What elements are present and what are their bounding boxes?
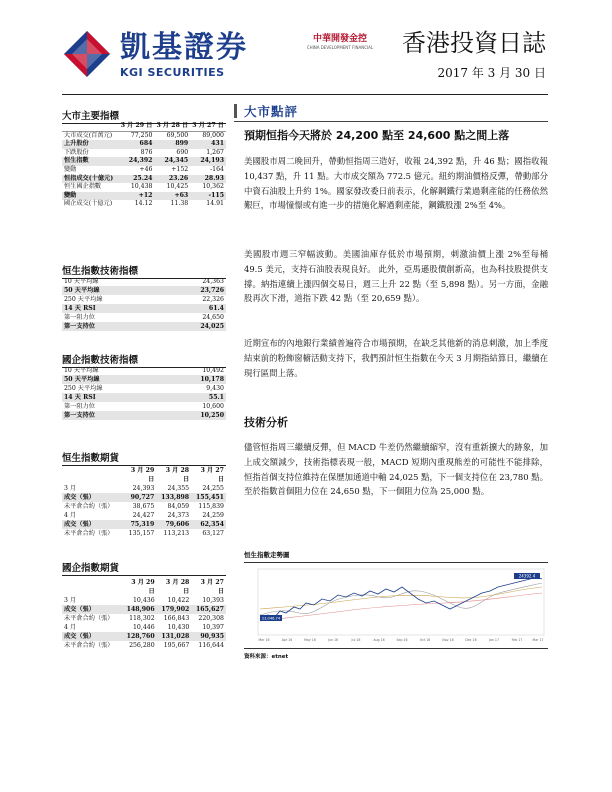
cdib-name-en: CHINA DEVELOPMENT FINANCIAL xyxy=(306,45,374,50)
cell: 22,326 xyxy=(202,296,224,303)
kgi-logo-icon xyxy=(62,29,112,79)
row-label: 10 天平均線 xyxy=(64,278,99,285)
cell: 10,178 xyxy=(161,375,226,384)
brand-name-cn: 凱基證券 xyxy=(120,30,248,65)
x-tick-label: Nov 16 xyxy=(442,638,454,642)
cell: 63,127 xyxy=(202,530,224,537)
cell: 24,259 xyxy=(202,512,224,519)
cell: 10,422 xyxy=(167,597,190,604)
x-tick-label: May 16 xyxy=(304,638,316,642)
cell: 10,430 xyxy=(167,624,190,631)
table-header-row xyxy=(62,122,226,131)
column-header: 3 月 29 日 xyxy=(131,579,155,595)
cell: 1,267 xyxy=(206,148,224,156)
cell: +12 xyxy=(119,192,155,201)
cell: 24,025 xyxy=(161,322,226,331)
table-row xyxy=(62,520,226,529)
cell: 195,667 xyxy=(163,642,190,649)
row-label: 未平倉合約（張） xyxy=(64,642,114,649)
chart-source: 資料來源：etnet xyxy=(244,654,289,660)
cell: 166,843 xyxy=(163,615,190,622)
x-tick-label: Feb 17 xyxy=(511,638,523,642)
row-label: 14 天 RSI xyxy=(62,304,161,313)
row-label: 變動 xyxy=(62,192,119,201)
column-header: 3 月 28 日 xyxy=(165,579,190,595)
section-divider xyxy=(234,121,548,122)
cell: 10,600 xyxy=(202,403,224,410)
row-label: 4 月 xyxy=(64,624,77,631)
cell: 135,157 xyxy=(128,530,155,537)
row-label: 50 天平均線 xyxy=(62,375,161,384)
row-label: 10 天平均線 xyxy=(64,367,99,374)
row-label: 第一支持位 xyxy=(62,322,161,331)
cell: 25.24 xyxy=(119,175,155,184)
cell: 23.26 xyxy=(154,175,190,184)
cell: 24,427 xyxy=(132,512,155,519)
cell: 133,898 xyxy=(156,493,191,502)
hscei-futures-title: 國企指數期貨 xyxy=(62,560,226,576)
brand-name-en: KGI SECURITIES xyxy=(120,66,225,79)
cell: 115,839 xyxy=(198,503,224,510)
hsi-futures-table xyxy=(62,466,226,538)
row-label: 大市成交(百萬元) xyxy=(62,131,119,140)
row-label: 3 月 xyxy=(64,485,77,492)
review-paragraph: 美國股市周二晚回升，帶動恒指周三造好，收報 24,392 點，升 46 點；國指收報 10,437 點，升 11 點。大市成交額為 772.5 億元。紐約期油價格反彈，帶動部分中資石油股上升約 1%。國家發改委日前表示，化解鋼鐵行業過剩產能的任務依然艱巨，市場憧憬或有進一步的措施化解過剩產能，鋼鐵股漲 2%至 4%。 xyxy=(244,156,548,211)
cell: 10,393 xyxy=(202,597,224,604)
cell: 165,627 xyxy=(191,605,226,614)
cell: 131,028 xyxy=(157,632,192,641)
cell: 14.91 xyxy=(206,200,224,208)
cell: 148,906 xyxy=(122,605,157,614)
cell: +152 xyxy=(171,165,189,173)
header-divider xyxy=(62,94,548,95)
x-tick-label: Mar 17 xyxy=(532,638,544,642)
table-row xyxy=(62,384,226,393)
cell: 24,355 xyxy=(167,485,190,492)
cell: 10,362 xyxy=(202,183,224,191)
cell: 10,397 xyxy=(202,624,224,631)
cell: 62,354 xyxy=(191,520,226,529)
chart-mid-label: 23,046.74 xyxy=(261,616,281,621)
chart-divider xyxy=(244,648,548,649)
market-table-title: 大市主要指標 xyxy=(62,108,226,124)
table-row xyxy=(62,605,226,614)
table-row xyxy=(62,402,226,411)
cell: 690 xyxy=(176,148,189,156)
table-row xyxy=(62,484,226,493)
row-label: 恒指成交(十億元) xyxy=(62,175,119,184)
hscei-futures-table xyxy=(62,578,226,650)
column-header: 3 月 27 日 xyxy=(192,122,224,129)
cell: 116,644 xyxy=(198,642,224,649)
table-row xyxy=(62,175,226,184)
cell: 14.12 xyxy=(134,200,153,208)
table-row xyxy=(62,166,226,175)
cell: 10,446 xyxy=(133,624,155,631)
headline: 預期恒指今天將於 24,200 點至 24,600 點之間上落 xyxy=(244,129,510,142)
cell: -115 xyxy=(190,192,226,201)
section-marker xyxy=(234,104,237,118)
report-date: 2017 年 3 月 30 日 xyxy=(437,66,546,80)
cell: 220,308 xyxy=(198,615,224,622)
table-row xyxy=(62,277,226,286)
x-tick-label: Apr 16 xyxy=(281,638,293,642)
cell: 77,250 xyxy=(119,131,155,140)
cell: 89,000 xyxy=(190,131,226,140)
cdib-logo xyxy=(304,34,376,51)
table-row xyxy=(62,295,226,304)
cell: 10,438 xyxy=(130,183,153,191)
table-row xyxy=(62,313,226,322)
cell: 38,675 xyxy=(132,503,155,510)
market-table xyxy=(62,122,226,209)
cell: 24,345 xyxy=(154,157,190,166)
table-row xyxy=(62,286,226,295)
column-header: 3 月 27 日 xyxy=(200,579,224,595)
row-label: 第一阻力位 xyxy=(64,314,95,321)
hsi-tech-table xyxy=(62,277,226,331)
cell: 876 xyxy=(140,148,153,156)
cell: 24,193 xyxy=(190,157,226,166)
cell: +46 xyxy=(139,165,153,173)
row-label: 4 月 xyxy=(64,512,77,519)
cell: 899 xyxy=(154,140,190,149)
table-row xyxy=(62,623,226,632)
chart-last-label: 24392.4 xyxy=(518,573,536,579)
row-label: 恒生指數 xyxy=(62,157,119,166)
cell: -164 xyxy=(210,165,224,173)
hsi-tech-title: 恒生指數技術指標 xyxy=(62,263,226,279)
table-row xyxy=(62,322,226,331)
x-tick-label: Jul 16 xyxy=(351,638,361,642)
section-title: 大市點評 xyxy=(244,104,299,119)
x-tick-label: Aug 16 xyxy=(373,638,385,642)
row-label: 第一阻力位 xyxy=(64,403,95,410)
column-header: 3 月 28 日 xyxy=(156,122,189,129)
report-title: 香港投資日誌 xyxy=(402,29,546,57)
row-label: 250 天平均線 xyxy=(64,296,103,303)
table-row xyxy=(62,596,226,605)
cell: 24,392 xyxy=(119,157,155,166)
row-label: 3 月 xyxy=(64,597,77,604)
chart-title: 恒生指數走勢圖 xyxy=(244,551,290,559)
column-header: 3 月 28 日 xyxy=(165,467,190,483)
x-tick-label: Dec 16 xyxy=(465,638,477,642)
cell: 69,500 xyxy=(154,131,190,140)
table-row xyxy=(62,304,226,313)
row-label: 成交（張） xyxy=(62,632,122,641)
table-row xyxy=(62,157,226,166)
row-label: 成交（張） xyxy=(62,493,122,502)
technical-paragraph: 儘管恒指周三繼續反彈，但 MACD 牛差仍然繼續縮窄，沒有重新擴大的跡象，加上成交額減少，技術指標表現一般，MACD 短期內重現熊差的可能性不能排除，恒指首個支持位維持在保歷加通道中軸 24,025 點，下一個支持位在 23,780 點。至於指數首個阻力位在 24,650 點，下一個阻力位為 25,000 點。 xyxy=(244,442,548,497)
table-row xyxy=(62,529,226,538)
cell: 23,726 xyxy=(161,286,226,295)
row-label: 成交（張） xyxy=(62,605,122,614)
hscei-tech-table xyxy=(62,366,226,420)
table-row xyxy=(62,140,226,149)
cell: 24,650 xyxy=(202,314,224,321)
cell: 28.93 xyxy=(190,175,226,184)
table-row xyxy=(62,375,226,384)
column-header: 3 月 29 日 xyxy=(130,467,155,483)
hsi-chart xyxy=(244,562,548,647)
x-tick-label: Jun 16 xyxy=(327,638,339,642)
row-label: 未平倉合約（張） xyxy=(64,530,114,537)
column-header: 3 月 27 日 xyxy=(200,467,224,483)
table-row xyxy=(62,511,226,520)
cell: 24,373 xyxy=(167,512,190,519)
cell: 684 xyxy=(119,140,155,149)
review-paragraph: 美國股市週三窄幅波動。美國油庫存低於市場預期，刺激油價上漲 2%至每桶 49.5 美元，支持石油股表現良好。 此外，亞馬遜股價創新高，也為科技股提供支撐。納指連續上漲四個交易日，週三上升 22 點（至 5,898 點）。另一方面，金融股再次下滑，道指下跌 42 點（至 20,659 點）。 xyxy=(244,249,548,304)
x-tick-label: Sep 16 xyxy=(396,638,408,642)
row-label: 14 天 RSI xyxy=(62,393,161,402)
cell: 84,059 xyxy=(167,503,190,510)
row-label: 未平倉合約（張） xyxy=(64,503,114,510)
column-header: 3 月 29 日 xyxy=(120,122,153,129)
row-label: 恒生國企指數 xyxy=(64,183,102,191)
x-tick-label: Jan 17 xyxy=(489,638,499,642)
cell: 128,760 xyxy=(122,632,157,641)
cell: 24,363 xyxy=(202,278,224,285)
cell: 10,425 xyxy=(166,183,189,191)
cell: 79,606 xyxy=(156,520,191,529)
cell: 113,213 xyxy=(163,530,190,537)
row-label: 第一支持位 xyxy=(62,411,161,420)
x-tick-label: Oct 16 xyxy=(419,638,431,642)
table-row xyxy=(62,393,226,402)
cell: 118,302 xyxy=(129,615,155,622)
table-row xyxy=(62,502,226,511)
technical-title: 技術分析 xyxy=(244,416,288,429)
cell: 11.38 xyxy=(170,200,189,208)
table-row xyxy=(62,641,226,650)
cell: 10,492 xyxy=(202,367,224,374)
cell: 61.4 xyxy=(161,304,226,313)
hscei-tech-title: 國企指數技術指標 xyxy=(62,352,226,368)
cell: 9,430 xyxy=(206,385,224,392)
review-paragraph: 近期宣布的內地銀行業績普遍符合市場預期，在缺乏其他新的消息刺激，加上季度結束前的粉飾窗櫥活動支持下，我們預計恒生指數在今天 3 月期指結算日，繼續在現行區間上落。 xyxy=(244,338,548,378)
x-tick-label: Mar 16 xyxy=(258,638,270,642)
cell: 55.1 xyxy=(161,393,226,402)
cell: 256,280 xyxy=(129,642,155,649)
table-row xyxy=(62,411,226,420)
row-label: 變動 xyxy=(64,165,77,173)
cell: 24,255 xyxy=(202,485,224,492)
cell: 431 xyxy=(190,140,226,149)
cell: 90,935 xyxy=(191,632,226,641)
cell: 75,319 xyxy=(122,520,156,529)
row-label: 250 天平均線 xyxy=(64,385,103,392)
cell: 24,393 xyxy=(132,485,155,492)
table-row xyxy=(62,366,226,375)
cell: 179,902 xyxy=(157,605,192,614)
cell: 10,436 xyxy=(133,597,155,604)
table-row xyxy=(62,131,226,140)
row-label: 50 天平均線 xyxy=(62,286,161,295)
cell: 155,451 xyxy=(191,493,226,502)
hsi-chart-image xyxy=(244,563,548,647)
row-label: 下跌股份 xyxy=(64,148,89,156)
table-header-row xyxy=(62,466,226,484)
table-row xyxy=(62,632,226,641)
table-header-row xyxy=(62,578,226,596)
table-row xyxy=(62,183,226,192)
row-label: 上升股份 xyxy=(62,140,119,149)
row-label: 成交（張） xyxy=(62,520,122,529)
table-row xyxy=(62,493,226,502)
cell: +63 xyxy=(154,192,190,201)
cell: 90,727 xyxy=(122,493,156,502)
table-row xyxy=(62,200,226,209)
row-label: 未平倉合約（張） xyxy=(64,615,114,622)
row-label: 國企成交(十億元) xyxy=(64,200,113,208)
table-row xyxy=(62,614,226,623)
hsi-futures-title: 恒生指數期貨 xyxy=(62,450,226,466)
cdib-name-cn: 中華開發金控 xyxy=(312,34,367,44)
cell: 10,250 xyxy=(161,411,226,420)
